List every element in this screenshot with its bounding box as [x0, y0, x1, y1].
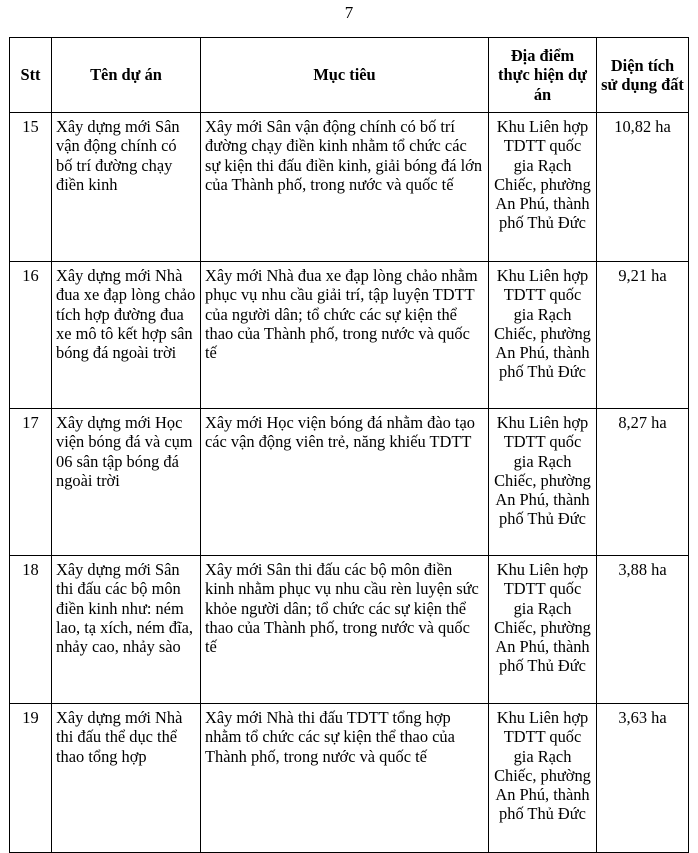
- row-project-name: Xây dựng mới Sân vận động chính có bố trí đường chạy điền kinh: [52, 113, 201, 262]
- header-project-name: Tên dự án: [52, 38, 201, 113]
- header-location: Địa điểm thực hiện dự án: [489, 38, 597, 113]
- header-area: Diện tích sử dụng đất: [597, 38, 689, 113]
- row-goal: Xây mới Nhà thi đấu TDTT tổng hợp nhằm tổ chức các sự kiện thể thao của Thành phố, trong nước và quốc tế: [201, 704, 489, 853]
- row-goal: Xây mới Nhà đua xe đạp lòng chảo nhằm phục vụ nhu cầu giải trí, tập luyện TDTT của người dân; tổ chức các sự kiện thể thao của Thành phố, trong nước và quốc tế: [201, 262, 489, 409]
- row-area: 8,27 ha: [597, 409, 689, 556]
- row-location: Khu Liên hợp TDTT quốc gia Rạch Chiếc, phường An Phú, thành phố Thủ Đức: [489, 262, 597, 409]
- table-row: [10, 113, 689, 262]
- table-row: [10, 409, 689, 556]
- table-row: [10, 556, 689, 704]
- row-project-name: Xây dựng mới Nhà đua xe đạp lòng chảo tích hợp đường đua xe mô tô kết hợp sân bóng đá ngoài trời: [52, 262, 201, 409]
- table-header-row: [10, 38, 689, 113]
- row-area: 3,88 ha: [597, 556, 689, 704]
- page-number: 7: [344, 3, 354, 22]
- row-stt: 19: [10, 704, 52, 853]
- row-stt: 16: [10, 262, 52, 409]
- table-row: [10, 262, 689, 409]
- projects-table: [9, 37, 689, 853]
- row-goal: Xây mới Sân vận động chính có bố trí đường chạy điền kinh nhằm tổ chức các sự kiện thi đấu điền kinh, giải bóng đá lớn của Thành phố, trong nước và quốc tế: [201, 113, 489, 262]
- row-area: 3,63 ha: [597, 704, 689, 853]
- row-goal: Xây mới Sân thi đấu các bộ môn điền kinh nhằm phục vụ nhu cầu rèn luyện sức khỏe người dân; tổ chức các sự kiện thể thao của Thành phố, trong nước và quốc tế: [201, 556, 489, 704]
- row-stt: 18: [10, 556, 52, 704]
- table-row: [10, 704, 689, 853]
- row-location: Khu Liên hợp TDTT quốc gia Rạch Chiếc, phường An Phú, thành phố Thủ Đức: [489, 113, 597, 262]
- header-stt: Stt: [10, 38, 52, 113]
- row-location: Khu Liên hợp TDTT quốc gia Rạch Chiếc, phường An Phú, thành phố Thủ Đức: [489, 704, 597, 853]
- row-location: Khu Liên hợp TDTT quốc gia Rạch Chiếc, phường An Phú, thành phố Thủ Đức: [489, 409, 597, 556]
- row-location: Khu Liên hợp TDTT quốc gia Rạch Chiếc, phường An Phú, thành phố Thủ Đức: [489, 556, 597, 704]
- row-area: 10,82 ha: [597, 113, 689, 262]
- header-goal: Mục tiêu: [201, 38, 489, 113]
- row-project-name: Xây dựng mới Sân thi đấu các bộ môn điền kinh như: ném lao, tạ xích, ném đĩa, nhảy cao, nhảy sào: [52, 556, 201, 704]
- row-stt: 17: [10, 409, 52, 556]
- row-project-name: Xây dựng mới Nhà thi đấu thể dục thể thao tổng hợp: [52, 704, 201, 853]
- row-project-name: Xây dựng mới Học viện bóng đá và cụm 06 sân tập bóng đá ngoài trời: [52, 409, 201, 556]
- row-area: 9,21 ha: [597, 262, 689, 409]
- row-goal: Xây mới Học viện bóng đá nhằm đào tạo các vận động viên trẻ, năng khiếu TDTT: [201, 409, 489, 556]
- row-stt: 15: [10, 113, 52, 262]
